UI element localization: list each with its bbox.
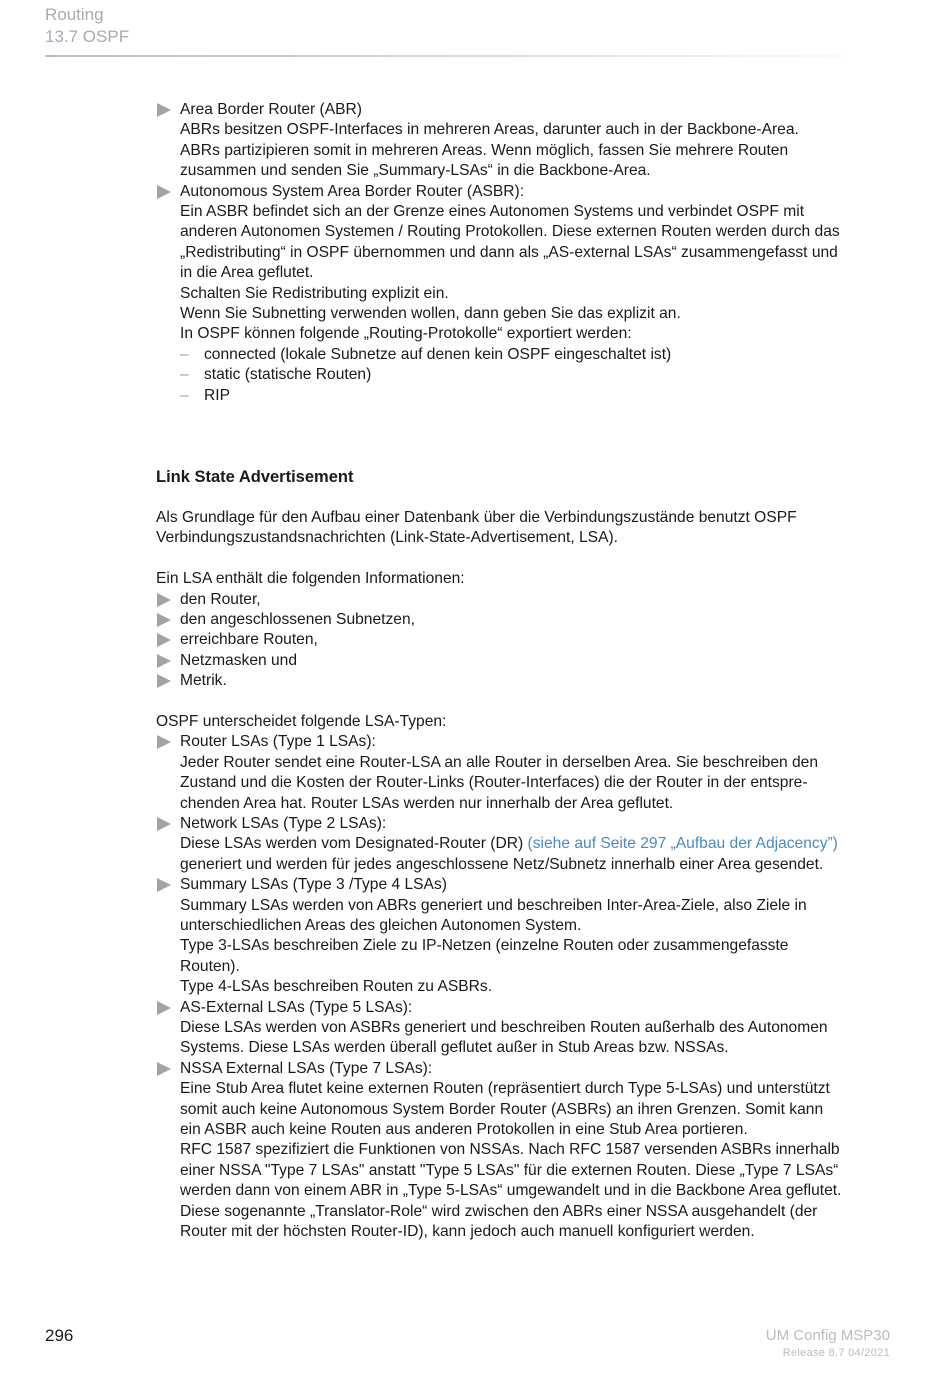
network-line-text: Diese LSAs werden vom Designated-Router (DR) [180,835,528,853]
page-number: 296 [45,1326,74,1345]
protocol-item: – connected (lokale Subnetze auf denen kein OSPF eingeschaltet ist) [156,345,896,365]
lsa-type-title: AS-External LSAs (Type 5 LSAs): [180,998,413,1016]
asbr-text-line: Wenn Sie Subnetting verwenden wollen, dann geben Sie das explizit an. [180,305,681,323]
list-item-asbr [156,182,896,345]
lsa-info-intro: Ein LSA enthält die folgenden Informationen: [156,570,465,588]
page-content [156,100,896,1242]
lsa-type-line: ein ASBR auch keine Routen aus anderen Protokollen in eine Stub Area portieren. [180,1121,748,1139]
lsa-intro-line: Als Grundlage für den Aufbau einer Datenbank über die Verbindungszustände benutzt OSPF [156,508,797,526]
lsa-type-network [156,814,896,875]
asbr-text-line: „Redistributing“ in OSPF übernommen und dann als „AS-external LSAs“ zusammengefasst und [180,243,838,261]
asbr-text-line: Ein ASBR befindet sich an der Grenze eines Autonomen Systems und verbindet OSPF mit [180,203,805,221]
abr-text-line: ABRs besitzen OSPF-Interfaces in mehreren Areas, darunter auch in der Backbone-Area. [180,121,799,139]
lsa-type-line: chenden Area hat. Router LSAs werden nur innerhalb der Area geflutet. [180,794,674,812]
lsa-type-line: Systems. Diese LSAs werden überall geflutet außer in Stub Areas bzw. NSSAs. [180,1039,729,1057]
lsa-type-external [156,998,896,1059]
lsa-type-line: generiert und werden für jedes angeschlossene Netz/Subnetz innerhalb einer Area gesendet. [180,855,824,873]
lsa-type-line: Jeder Router sendet eine Router-LSA an alle Router in derselben Area. Sie beschreiben den [180,753,819,771]
lsa-info-item: den angeschlossenen Subnetzen, [156,610,896,630]
abr-title: Area Border Router (ABR) [180,101,362,118]
lsa-type-line: Zustand und die Kosten der Router-Links (Router-Interfaces) die der Router in der entspre- [180,774,808,792]
lsa-type-line: Diese LSAs werden von ASBRs generiert und beschreiben Routen außerhalb des Autonomen [180,1019,828,1037]
lsa-type-title: NSSA External LSAs (Type 7 LSAs): [180,1059,433,1077]
lsa-type-line: unterschiedlichen Areas des gleichen Autonomen System. [180,916,582,934]
lsa-type-nssa [156,1059,896,1243]
footer-release: Release 8.7 04/2021 [782,1347,890,1359]
lsa-type-router [156,732,896,814]
lsa-type-line: RFC 1587 spezifiziert die Funktionen von NSSAs. Nach RFC 1587 versenden ASBRs innerhalb [180,1141,840,1159]
header-divider [45,55,890,57]
lsa-type-line: somit auch keine Autonomous System Border Router (ASBRs) an ihren Grenzen. Somit kann [180,1100,824,1118]
lsa-type-line: Routen). [180,957,240,975]
header-chapter: Routing [45,5,104,24]
abr-text-line: zusammen und senden Sie „Summary-LSAs“ in die Backbone-Area. [180,162,651,180]
lsa-type-line [180,834,896,854]
asbr-text-line: Schalten Sie Redistributing explizit ein. [180,284,449,302]
lsa-info-item: erreichbare Routen, [156,630,896,650]
lsa-info-item: den Router, [156,590,896,610]
lsa-type-line: Type 3-LSAs beschreiben Ziele zu IP-Netzen (einzelne Routen oder zusammengefasste [180,937,789,955]
header-section: 13.7 OSPF [45,27,130,46]
lsa-info-item: Metrik. [156,671,896,691]
asbr-text-line: In OSPF können folgende „Routing-Protokolle“ exportiert werden: [180,325,632,343]
footer-doc-title: UM Config MSP30 [765,1327,890,1344]
cross-reference-link[interactable]: (siehe auf Seite 297 „Aufbau der Adjacency”) [527,835,838,853]
lsa-info-item: Netzmasken und [156,651,896,671]
asbr-text-line: in die Area geflutet. [180,264,314,282]
lsa-types-intro: OSPF unterscheidet folgende LSA-Typen: [156,712,447,730]
abr-text-line: ABRs partizipieren somit in mehreren Areas. Wenn möglich, fassen Sie mehrere Routen [180,141,789,159]
lsa-type-line: einer NSSA "Type 7 LSAs" anstatt "Type 5 LSAs" für die externen Routen. Diese „Type 7 LSAs“ [180,1161,839,1179]
protocol-item: – static (statische Routen) [156,365,896,385]
lsa-type-title: Summary LSAs (Type 3 /Type 4 LSAs) [180,876,447,894]
lsa-type-line: Router mit der höchsten Router-ID), kann jedoch auch manuell konfiguriert werden. [180,1223,755,1241]
lsa-type-title: Router LSAs (Type 1 LSAs): [180,733,376,751]
list-item-abr [156,100,896,182]
lsa-type-line: Diese sogenannte „Translator-Role“ wird zwischen den ABRs einer NSSA ausgehandelt (der [180,1202,818,1220]
lsa-intro-line: Verbindungszustandsnachrichten (Link-State-Advertisement, LSA). [156,529,618,547]
lsa-type-line: Summary LSAs werden von ABRs generiert und beschreiben Inter-Area-Ziele, also Ziele in [180,896,807,914]
lsa-type-line: Eine Stub Area flutet keine externen Routen (repräsentiert durch Type 5-LSAs) und unterstützt [180,1080,830,1098]
lsa-type-line: werden dann von einem ABR in „Type 5-LSAs“ umgewandelt und in die Backbone Area geflutet. [180,1182,842,1200]
section-title: Link State Advertisement [156,468,354,487]
lsa-type-line: Type 4-LSAs beschreiben Routen zu ASBRs. [180,978,493,996]
asbr-text-line: anderen Autonomen Systemen / Routing Protokollen. Diese externen Routen werden durch das [180,223,840,241]
lsa-type-summary [156,875,896,997]
protocol-item: – RIP [156,386,896,406]
lsa-type-title: Network LSAs (Type 2 LSAs): [180,814,387,832]
asbr-title: Autonomous System Area Border Router (ASBR): [180,182,525,200]
